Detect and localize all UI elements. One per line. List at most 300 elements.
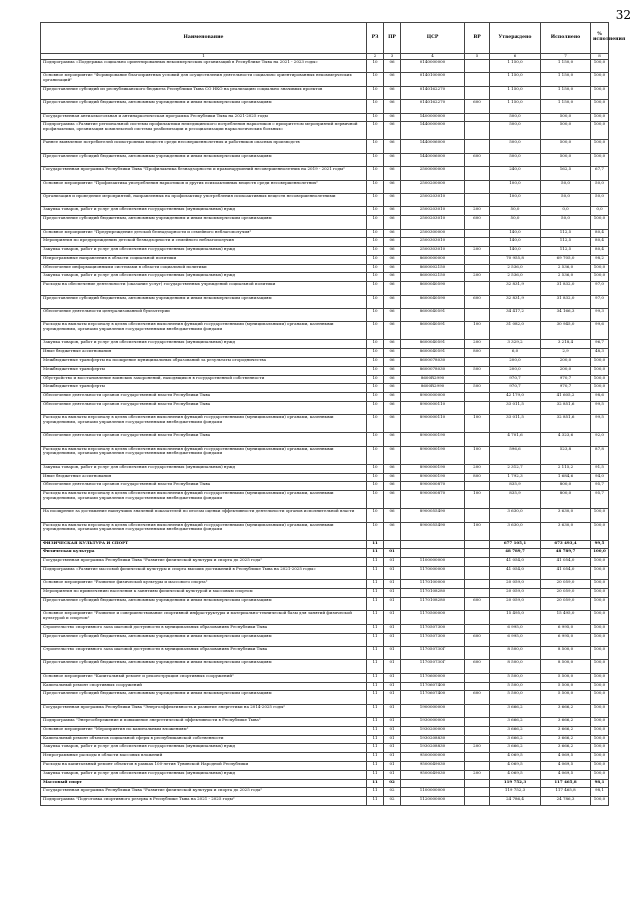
row-rz: 10 — [367, 295, 384, 308]
row-csr: 9500000000 — [401, 753, 465, 762]
row-csr: 8900000190 — [401, 446, 465, 464]
row-rz: 11 — [367, 762, 384, 771]
row-percent: 100,0 — [591, 770, 609, 779]
row-executed: 1 150,0 — [541, 60, 591, 73]
row-pr: 06 — [384, 282, 401, 295]
row-csr: 8900000190 — [401, 433, 465, 446]
row-executed: 3 630,0 — [541, 509, 591, 522]
row-approved: 3 630,0 — [490, 509, 541, 522]
row-percent: 0,0 — [591, 207, 609, 216]
row-approved: 5 500,0 — [490, 673, 541, 682]
table-row — [41, 358, 609, 367]
column-number: 1 — [41, 54, 367, 60]
row-vr — [465, 673, 490, 682]
column-number: 6 — [490, 54, 541, 60]
row-approved: 970,7 — [490, 384, 541, 393]
row-pr: 06 — [384, 522, 401, 540]
row-percent: 100,0 — [591, 122, 609, 140]
row-percent: 80,4 — [591, 247, 609, 256]
row-vr — [465, 753, 490, 762]
row-rz: 10 — [367, 415, 384, 433]
row-executed: 20 059,0 — [541, 580, 591, 589]
row-name: Предоставление субсидий бюджетным, автономным учреждениям и иным некоммерческим организациям — [41, 295, 367, 308]
row-rz: 11 — [367, 540, 384, 549]
row-percent: 100,0 — [591, 718, 609, 727]
row-name: Строительство спортивного зала шаговой доступности в муниципальных образованиях Республики Тыва — [41, 624, 367, 633]
row-rz: 11 — [367, 744, 384, 753]
row-executed: 523,8 — [541, 446, 591, 464]
row-approved: 3 666,2 — [490, 704, 541, 717]
row-csr: 8900055490 — [401, 522, 465, 540]
row-csr: 8900000110 — [401, 415, 465, 433]
row-vr: 600 — [465, 633, 490, 646]
row-name: Основное мероприятие "Мероприятия по капитальным вложениям" — [41, 726, 367, 735]
row-executed: 5 500,0 — [541, 691, 591, 704]
row-pr: 06 — [384, 509, 401, 522]
row-vr — [465, 549, 490, 558]
row-rz: 10 — [367, 167, 384, 180]
table-row — [41, 433, 609, 446]
row-executed: 3 218,4 — [541, 340, 591, 349]
row-csr: 1930200000 — [401, 726, 465, 735]
row-approved: 1 792,3 — [490, 473, 541, 482]
row-name: Обеспечение деятельности централизованной бухгалтерии — [41, 309, 367, 322]
row-executed: 117 465,8 — [541, 779, 591, 788]
row-approved: 2 536,0 — [490, 264, 541, 273]
row-vr — [465, 309, 490, 322]
row-percent: 100,0 — [591, 86, 609, 99]
row-rz: 10 — [367, 375, 384, 384]
header-vr: ВР — [465, 23, 490, 54]
row-csr: 1170100000 — [401, 580, 465, 589]
row-approved: 1 150,0 — [490, 100, 541, 113]
row-csr: 1170607400 — [401, 682, 465, 691]
row-name: Расходы на капитальный ремонт объектов в рамках 100-летия Тувинской Народной Республики — [41, 762, 367, 771]
row-percent: 97,0 — [591, 282, 609, 295]
row-csr: 8900000870 — [401, 491, 465, 509]
row-name: Обеспечение деятельности органов государственной власти Республики Тыва — [41, 393, 367, 402]
row-percent: 100,0 — [591, 589, 609, 598]
row-approved: 100,0 — [490, 180, 541, 193]
row-pr: 06 — [384, 216, 401, 229]
row-csr: 2500303010 — [401, 247, 465, 256]
row-pr: 06 — [384, 349, 401, 358]
row-approved: 20 059,0 — [490, 589, 541, 598]
row-approved: 4 069,5 — [490, 762, 541, 771]
row-vr: 600 — [465, 691, 490, 704]
row-executed: 117 465,8 — [541, 788, 591, 797]
row-vr: 500 — [465, 384, 490, 393]
row-pr: 06 — [384, 229, 401, 238]
row-name: Межбюджетные трансферты — [41, 384, 367, 393]
row-percent: 100,0 — [591, 611, 609, 624]
table-row — [41, 646, 609, 659]
table-row — [41, 691, 609, 704]
row-csr: 8600R2990 — [401, 384, 465, 393]
row-pr: 06 — [384, 122, 401, 140]
row-approved: 2 312,7 — [490, 464, 541, 473]
row-percent: 100,0 — [591, 113, 609, 122]
row-csr: 8600040590 — [401, 282, 465, 295]
row-name: Основное мероприятие "Предупреждение детской безнадзорности и семейного неблагополучия" — [41, 229, 367, 238]
row-approved: 42 179,0 — [490, 393, 541, 402]
table-row — [41, 73, 609, 86]
table-row — [41, 770, 609, 779]
row-approved: 5 500,0 — [490, 682, 541, 691]
row-csr: 1400000000 — [401, 113, 465, 122]
row-approved: 5 500,0 — [490, 691, 541, 704]
column-number: 4 — [401, 54, 465, 60]
row-executed: 5 500,0 — [541, 673, 591, 682]
row-pr: 06 — [384, 340, 401, 349]
row-percent: 98,1 — [591, 788, 609, 797]
row-approved: 500,0 — [490, 113, 541, 122]
row-csr: 2500300000 — [401, 229, 465, 238]
row-executed: 31 832,0 — [541, 295, 591, 308]
table-row — [41, 86, 609, 99]
row-rz: 10 — [367, 60, 384, 73]
table-row — [41, 255, 609, 264]
row-rz: 10 — [367, 207, 384, 216]
row-name: Предоставление субсидий бюджетным, автономным учреждениям и иным некоммерческим организациям — [41, 100, 367, 113]
row-name: Капитальный ремонт объектов социальной сферы в республиканской собственности — [41, 735, 367, 744]
table-row — [41, 446, 609, 464]
row-name: Основное мероприятие "Капитальный ремонт и реконструкция спортивных сооружений" — [41, 673, 367, 682]
table-row — [41, 673, 609, 682]
row-executed: 1 150,0 — [541, 73, 591, 86]
row-csr: 2500200000 — [401, 180, 465, 193]
row-vr — [465, 611, 490, 624]
row-executed: 31 832,0 — [541, 282, 591, 295]
row-executed: 24 786,3 — [541, 797, 591, 806]
row-executed: 48 789,7 — [541, 549, 591, 558]
row-rz: 10 — [367, 309, 384, 322]
row-rz: 10 — [367, 358, 384, 367]
row-percent: 100,0 — [591, 633, 609, 646]
row-executed: 970,7 — [541, 375, 591, 384]
row-name: Расходы на выплаты персоналу в целях обеспечения выполнения функций государственными (муниципальными) органами, казенными учреждениями, органами управления государственными внебюджетными фондами — [41, 446, 367, 464]
row-csr: 1170600000 — [401, 673, 465, 682]
row-rz: 10 — [367, 384, 384, 393]
row-name: Государственная антиалкогольная и антинаркотическая программа Республики Тыва на 2021-2025 годы — [41, 113, 367, 122]
row-pr: 01 — [384, 718, 401, 727]
row-vr — [465, 86, 490, 99]
row-rz: 10 — [367, 473, 384, 482]
row-name: Закупка товаров, работ и услуг для обеспечения государственных (муниципальных) нужд — [41, 247, 367, 256]
row-percent: 100,0 — [591, 753, 609, 762]
row-rz: 10 — [367, 193, 384, 206]
row-executed: 4 069,5 — [541, 762, 591, 771]
row-csr: 8600040591 — [401, 309, 465, 322]
row-approved: 2 536,0 — [490, 273, 541, 282]
row-rz: 10 — [367, 264, 384, 273]
row-csr: 0140162270 — [401, 86, 465, 99]
row-pr: 02 — [384, 779, 401, 788]
row-vr — [465, 229, 490, 238]
row-percent: 100,0 — [591, 509, 609, 522]
row-percent: 50,0 — [591, 193, 609, 206]
table-row — [41, 611, 609, 624]
row-pr: 06 — [384, 255, 401, 264]
row-name: Предоставление субсидий бюджетным, автономным учреждениям и иным некоммерческим организациям — [41, 153, 367, 166]
table-row — [41, 726, 609, 735]
row-csr: 8900000000 — [401, 393, 465, 402]
row-percent: 100,0 — [591, 366, 609, 375]
row-percent: 100,0 — [591, 216, 609, 229]
row-executed: 800,0 — [541, 491, 591, 509]
table-row — [41, 309, 609, 322]
row-executed: 69 705,0 — [541, 255, 591, 264]
row-csr: 1930208830 — [401, 735, 465, 744]
row-executed: 5 500,0 — [541, 682, 591, 691]
row-csr: 1930000000 — [401, 718, 465, 727]
row-approved: 3 666,2 — [490, 726, 541, 735]
table-row — [41, 282, 609, 295]
row-executed: 3 666,2 — [541, 735, 591, 744]
row-percent: 97,0 — [591, 295, 609, 308]
row-csr: 8600R2990 — [401, 375, 465, 384]
row-csr: 2500203010 — [401, 207, 465, 216]
row-rz: 10 — [367, 366, 384, 375]
row-approved: 8 500,0 — [490, 660, 541, 673]
row-name: Иные бюджетные ассигнования — [41, 349, 367, 358]
table-row — [41, 167, 609, 180]
row-vr — [465, 718, 490, 727]
row-csr: 2500303010 — [401, 238, 465, 247]
row-name: Предоставление субсидий бюджетным, автономным учреждениям и иным некоммерческим организациям — [41, 216, 367, 229]
row-name: Государственная программа Республики Тыва "Профилактика безнадзорности и правонарушений несовершеннолетних на 2019 - 2021 годы" — [41, 167, 367, 180]
row-rz: 11 — [367, 770, 384, 779]
row-approved: 677 105,1 — [490, 540, 541, 549]
row-pr: 01 — [384, 580, 401, 589]
row-csr: 8900000110 — [401, 402, 465, 415]
row-percent: 80,4 — [591, 229, 609, 238]
row-vr — [465, 726, 490, 735]
row-approved: 24 786,4 — [490, 797, 541, 806]
row-vr — [465, 433, 490, 446]
row-approved: 31 082,0 — [490, 322, 541, 340]
row-executed: 32 851,6 — [541, 402, 591, 415]
row-name: Расходы на выплаты персоналу в целях обеспечения выполнения функций государственными (муниципальными) органами, казенными учреждениями, органами управления государственными внебюджетными фондами — [41, 322, 367, 340]
row-approved: 970,7 — [490, 375, 541, 384]
row-rz: 11 — [367, 660, 384, 673]
row-approved: 200,0 — [490, 358, 541, 367]
header-csr: ЦСР — [401, 23, 465, 54]
row-percent: 100,0 — [591, 797, 609, 806]
row-percent: 100,0 — [591, 624, 609, 633]
row-name: Основное мероприятие "Профилактика употребления наркотиков и других психоактивных веществ среди несовершеннолетних" — [41, 180, 367, 193]
row-name: Подпрограмма "Подготовка спортивного резерва в Республике Тыва на 2021 - 2025 годы" — [41, 797, 367, 806]
row-approved: 1 150,0 — [490, 86, 541, 99]
row-pr: 06 — [384, 273, 401, 282]
row-vr: 500 — [465, 366, 490, 375]
row-rz: 11 — [367, 589, 384, 598]
row-vr: 200 — [465, 340, 490, 349]
row-rz: 10 — [367, 100, 384, 113]
row-vr: 100 — [465, 415, 490, 433]
row-approved: 4 701,6 — [490, 433, 541, 446]
table-body — [41, 60, 609, 806]
row-percent: 100,0 — [591, 726, 609, 735]
row-pr: 01 — [384, 566, 401, 579]
row-csr: 1170507300 — [401, 624, 465, 633]
row-executed: 1 150,0 — [541, 100, 591, 113]
row-csr: 8600040591 — [401, 340, 465, 349]
row-vr — [465, 788, 490, 797]
row-csr: 1440006000 — [401, 140, 465, 153]
row-executed: 2 115,2 — [541, 464, 591, 473]
row-percent: 100,0 — [591, 704, 609, 717]
row-pr: 06 — [384, 473, 401, 482]
row-rz: 10 — [367, 446, 384, 464]
row-vr: 600 — [465, 295, 490, 308]
row-pr: 01 — [384, 735, 401, 744]
row-percent: 100,0 — [591, 682, 609, 691]
row-executed: 34 166,3 — [541, 309, 591, 322]
row-percent: 100,0 — [591, 735, 609, 744]
row-rz: 11 — [367, 718, 384, 727]
row-name: Обеспечение информационными системами в области социальной политики — [41, 264, 367, 273]
row-vr — [465, 624, 490, 633]
row-name: Обеспечение деятельности органов государственной власти Республики Тыва — [41, 482, 367, 491]
row-pr: 06 — [384, 375, 401, 384]
row-executed: 41 054,0 — [541, 558, 591, 567]
row-rz: 10 — [367, 282, 384, 295]
row-name: Государственная программа Республики Тыва "Развитие физической культуры и спорта до 2025 года" — [41, 558, 367, 567]
row-approved: 1 150,0 — [490, 60, 541, 73]
row-pr: 01 — [384, 682, 401, 691]
row-percent: 100,0 — [591, 762, 609, 771]
row-pr: 06 — [384, 322, 401, 340]
row-csr: 8600078030 — [401, 366, 465, 375]
row-csr: 117050730Г — [401, 660, 465, 673]
row-approved: 500,0 — [490, 153, 541, 166]
row-rz: 10 — [367, 340, 384, 349]
row-rz: 10 — [367, 349, 384, 358]
table-row — [41, 797, 609, 806]
table-row — [41, 322, 609, 340]
row-vr — [465, 193, 490, 206]
row-name: Основное мероприятие "Развитие и совершенствование спортивной инфраструктуры и материально-технической базы для занятий физической культурой и спортом" — [41, 611, 367, 624]
row-name: Закупка товаров, работ и услуг для обеспечения государственных (муниципальных) нужд — [41, 744, 367, 753]
row-rz: 11 — [367, 704, 384, 717]
row-percent: 100,0 — [591, 691, 609, 704]
row-percent: 100,0 — [591, 73, 609, 86]
row-name: Закупка товаров, работ и услуг для обеспечения государственных (муниципальных) нужд — [41, 207, 367, 216]
row-percent: 67,7 — [591, 167, 609, 180]
row-csr: 8900000190 — [401, 473, 465, 482]
row-vr — [465, 540, 490, 549]
row-csr: 1440006000 — [401, 153, 465, 166]
row-percent: 92,0 — [591, 433, 609, 446]
table-row — [41, 153, 609, 166]
row-executed: 200,0 — [541, 366, 591, 375]
row-name: Раннее выявление потребителей психотропных веществ среди несовершеннолетних и работников опасных производств — [41, 140, 367, 153]
row-approved: 119 752,3 — [490, 788, 541, 797]
row-name: Межбюджетные трансферты — [41, 366, 367, 375]
row-percent: 100,0 — [591, 384, 609, 393]
row-approved: 240,0 — [490, 167, 541, 180]
table-row — [41, 597, 609, 610]
row-rz: 10 — [367, 393, 384, 402]
row-approved: 835,9 — [490, 482, 541, 491]
row-executed: 3 666,2 — [541, 744, 591, 753]
row-pr: 01 — [384, 646, 401, 659]
header-pr: ПР — [384, 23, 401, 54]
row-executed: 6 995,0 — [541, 624, 591, 633]
row-pr: 06 — [384, 402, 401, 415]
row-percent: 94,0 — [591, 473, 609, 482]
column-number: 5 — [465, 54, 490, 60]
row-name: Подпрограмма «Развитие массовой физической культуры и спорта высших достижений в Республике Тыва на 2021-2025 годы» — [41, 566, 367, 579]
row-rz: 11 — [367, 646, 384, 659]
row-approved: 140,0 — [490, 229, 541, 238]
row-vr: 800 — [465, 473, 490, 482]
table-row — [41, 180, 609, 193]
row-vr — [465, 60, 490, 73]
row-pr: 06 — [384, 86, 401, 99]
row-name: Закупка товаров, работ и услуг для обеспечения государственных (муниципальных) нужд — [41, 273, 367, 282]
row-approved: 500,0 — [490, 122, 541, 140]
row-pr: 01 — [384, 744, 401, 753]
row-name: Основное мероприятие "Формирование благоприятных условий для осуществления деятельности социально ориентированных некоммерческих организаций" — [41, 73, 367, 86]
row-pr: 01 — [384, 633, 401, 646]
row-pr: 01 — [384, 753, 401, 762]
row-pr: 01 — [384, 597, 401, 610]
table-row — [41, 100, 609, 113]
row-vr — [465, 255, 490, 264]
row-approved: 1 150,0 — [490, 73, 541, 86]
row-approved: 835,9 — [490, 491, 541, 509]
row-approved: 50,0 — [490, 207, 541, 216]
row-percent: 100,0 — [591, 100, 609, 113]
row-percent: 99,5 — [591, 540, 609, 549]
row-percent: 87,8 — [591, 446, 609, 464]
row-approved: 70 955,8 — [490, 255, 541, 264]
row-vr — [465, 393, 490, 402]
header-percent: % исполнения — [591, 23, 609, 54]
row-percent: 100,0 — [591, 264, 609, 273]
row-name: Межбюджетные трансферты на поощрение муниципальных образований за результаты огородничества — [41, 358, 367, 367]
row-executed: 500,0 — [541, 113, 591, 122]
header-executed: Исполнено — [541, 23, 591, 54]
row-name: Организация и проведение мероприятий, направленных на профилактику употребления психоактивных веществ несовершеннолетними — [41, 193, 367, 206]
row-vr — [465, 402, 490, 415]
row-name: Строительство спортивного зала шаговой доступности в муниципальных образованиях Республики Тыва — [41, 646, 367, 659]
row-executed: 970,7 — [541, 384, 591, 393]
row-rz: 10 — [367, 122, 384, 140]
row-name: Мероприятия по привлечению населения к занятиям физической культурой и массовым спортом — [41, 589, 367, 598]
row-name: Иные бюджетные ассигнования — [41, 473, 367, 482]
row-vr: 200 — [465, 207, 490, 216]
row-csr: 0140100000 — [401, 73, 465, 86]
column-number: 3 — [384, 54, 401, 60]
row-name: Основное мероприятие "Развитие физической культуры и массового спорта" — [41, 580, 367, 589]
row-percent: 95,7 — [591, 482, 609, 491]
row-csr: 0140000000 — [401, 60, 465, 73]
table-row — [41, 193, 609, 206]
column-number: 7 — [541, 54, 591, 60]
row-name: Подпрограмма «Развитие региональной системы профилактики немедицинского потребления наркотиков с приоритетом мероприятий первичной профилактики, организация комплексной системы реабилитации и ресоциализации наркологических больных» — [41, 122, 367, 140]
row-pr: 02 — [384, 788, 401, 797]
row-pr: 01 — [384, 624, 401, 633]
row-pr: 06 — [384, 153, 401, 166]
row-pr: 01 — [384, 558, 401, 567]
row-pr: 06 — [384, 113, 401, 122]
row-approved: 6 995,0 — [490, 624, 541, 633]
row-approved: 596,6 — [490, 446, 541, 464]
row-name: Расходы на выплаты персоналу в целях обеспечения выполнения функций государственными (муниципальными) органами, казенными учреждениями, органами управления государственными внебюджетными фондами — [41, 491, 367, 509]
